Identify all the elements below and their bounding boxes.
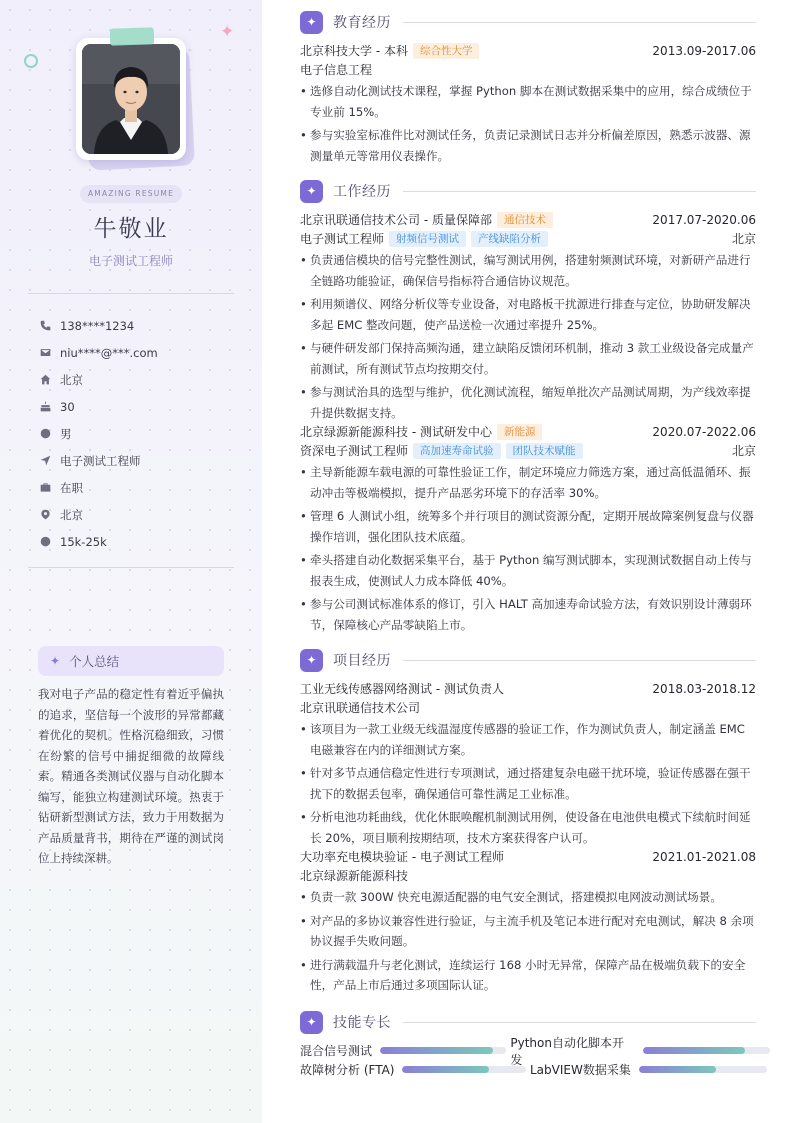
work-date: 2017.07-2020.06: [652, 212, 756, 227]
skill-bar: [402, 1066, 526, 1073]
summary-heading: ✦ 个人总结: [38, 646, 224, 676]
profile-photo: [82, 44, 180, 154]
salary-icon: [40, 536, 60, 547]
section-projects: ✦ 项目经历: [300, 648, 756, 672]
skill-name: Python自动化脚本开发: [510, 1035, 624, 1067]
list-item: • 负责一款 300W 快充电源适配器的电气安全测试，搭建模拟电网波动测试场景。: [300, 887, 756, 908]
skill-name: LabVIEW数据采集: [530, 1063, 631, 1077]
skill-item: [300, 1061, 530, 1078]
work-bullets: [300, 250, 756, 423]
section-divider: [403, 22, 756, 23]
skill-name: 混合信号测试: [300, 1044, 373, 1058]
skill-tag: 高加速寿命试验: [413, 443, 501, 459]
education-date: 2013.09-2017.06: [652, 43, 756, 58]
job-title: 电子测试工程师: [300, 232, 385, 246]
skill-tag: 射频信号测试: [389, 231, 466, 247]
info-salary: 15k-25k: [40, 528, 158, 555]
sparkle-icon: ✦: [50, 654, 61, 668]
company-name: 北京讯联通信技术公司 - 质量保障部: [300, 213, 492, 227]
project-name: 大功率充电模块验证 - 电子测试工程师: [300, 850, 504, 864]
sparkle-icon: ✦: [300, 649, 323, 672]
project-entry: [300, 679, 756, 851]
sparkle-icon: ✦: [300, 1011, 323, 1034]
project-bullets: [300, 887, 756, 996]
list-item: • 负责通信模块的信号完整性测试，编写测试用例，搭建射频测试环境，对新研产品进行全链路功能验证，确保信号指标符合通信协议规范。: [300, 250, 756, 291]
ring-decoration: [24, 54, 38, 68]
section-education: ✦ 教育经历: [300, 10, 756, 34]
work-city: 北京: [731, 444, 756, 458]
list-item: • 针对多节点通信稳定性进行专项测试，通过搭建复杂电磁干扰环境，验证传感器在强干扰下的数据丢包率，确保通信可靠性满足工业标准。: [300, 763, 756, 804]
skill-item: [530, 1061, 767, 1078]
list-item: • 主导新能源车载电源的可靠性验证工作，制定环境应力筛选方案，通过高低温循环、振动冲击等极端模拟，提升产品恶劣环境下的存活率 30%。: [300, 462, 756, 503]
skill-bar-fill: [402, 1066, 489, 1073]
info-phone: 138****1234: [40, 312, 158, 339]
info-gender: 男: [40, 420, 158, 447]
major: 电子信息工程: [300, 63, 373, 77]
project-name: 工业无线传感器网络测试 - 测试负责人: [300, 682, 504, 696]
location-pin-icon: [40, 509, 60, 520]
contact-info-list: [40, 312, 158, 555]
list-item: • 利用频谱仪、网络分析仪等专业设备，对电路板干扰源进行排查与定位，协助研发解决多起 EMC 整改问题，使产品送检一次通过率提升 25%。: [300, 294, 756, 335]
skill-bar-fill: [639, 1066, 716, 1073]
project-org: 北京绿源新能源科技: [300, 869, 409, 883]
phone-icon: [40, 320, 60, 331]
home-icon: [40, 374, 60, 385]
work-city: 北京: [731, 232, 756, 246]
skill-bar-fill: [643, 1047, 745, 1054]
tape-decoration: [110, 27, 155, 46]
sparkle-icon: ✦: [300, 11, 323, 34]
divider: [28, 293, 234, 294]
candidate-role: 电子测试工程师: [88, 254, 173, 268]
summary-text: 我对电子产品的稳定性有着近乎偏执的追求，坚信每一个波形的异常都藏着优化的契机。性格沉稳细致，习惯在纷繁的信号中捕捉细微的故障线索。精通各类测试仪器与自动化脚本编写，能独立构建测试环境。热衷于钻研新型测试方法，致力于用数据为产品质量背书，期待在严谨的测试岗位上持续深耕。: [38, 687, 224, 865]
skills-list: [300, 1035, 770, 1079]
education-entry: [300, 41, 756, 169]
send-icon: [40, 455, 60, 466]
sparkle-icon: ✦: [220, 22, 235, 42]
info-status: 在职: [40, 474, 158, 501]
resume-badge: AMAZING RESUME: [80, 185, 182, 203]
list-item: • 管理 6 人测试小组，统筹多个并行项目的测试资源分配，定期开展故障案例复盘与仪器操作培训，强化团队技术底蕴。: [300, 506, 756, 547]
skill-name: 故障树分析 (FTA): [300, 1063, 395, 1077]
sparkle-icon: ✦: [300, 180, 323, 203]
info-location: 北京: [40, 501, 158, 528]
list-item: • 参与公司测试标准体系的修订，引入 HALT 高加速寿命试验方法，有效识别设计薄弱环节，保障核心产品零缺陷上市。: [300, 594, 756, 635]
list-item: • 参与实验室标准件比对测试任务，负责记录测试日志并分析偏差原因，熟悉示波器、源测量单元等常用仪表操作。: [300, 125, 756, 166]
industry-tag: 新能源: [497, 424, 543, 440]
project-date: 2018.03-2018.12: [652, 681, 756, 696]
mail-icon: [40, 347, 60, 358]
skill-bar: [639, 1066, 767, 1073]
info-position: 电子测试工程师: [40, 447, 158, 474]
section-divider: [403, 191, 756, 192]
skill-bar: [643, 1047, 770, 1054]
school-name: 北京科技大学 - 本科: [300, 44, 408, 58]
industry-tag: 通信技术: [497, 212, 553, 228]
work-entry: [300, 422, 756, 638]
list-item: • 分析电池功耗曲线，优化休眠唤醒机制测试用例，使设备在电池供电模式下续航时间延长 20%，项目顺利按期结项，技术方案获得客户认可。: [300, 807, 756, 848]
list-item: • 选修自动化测试技术课程，掌握 Python 脚本在测试数据采集中的应用，综合成绩位于专业前 15%。: [300, 81, 756, 122]
list-item: • 该项目为一款工业级无线温湿度传感器的验证工作，作为测试负责人，制定涵盖 EMC 电磁兼容在内的详细测试方案。: [300, 719, 756, 760]
divider: [28, 567, 234, 568]
work-bullets: [300, 462, 756, 635]
company-name: 北京绿源新能源科技 - 测试研发中心: [300, 425, 492, 439]
list-item: • 进行满载温升与老化测试，连续运行 168 小时无异常，保障产品在极端负载下的安全性，产品上市后通过多项国际认证。: [300, 955, 756, 996]
list-item: • 对产品的多协议兼容性进行验证，与主流手机及笔记本进行配对充电测试，解决 8 余项协议握手失败问题。: [300, 911, 756, 952]
sidebar: [0, 0, 262, 1123]
job-title: 资深电子测试工程师: [300, 444, 409, 458]
education-bullets: [300, 81, 756, 166]
info-age: 30: [40, 393, 158, 420]
skill-bar: [380, 1047, 506, 1054]
work-entry: [300, 210, 756, 426]
project-date: 2021.01-2021.08: [652, 849, 756, 864]
cake-icon: [40, 401, 60, 412]
skill-tag: 团队技术赋能: [506, 443, 583, 459]
school-tag: 综合性大学: [413, 43, 480, 59]
section-skills: ✦ 技能专长: [300, 1010, 756, 1034]
skill-tag: 产线缺陷分析: [471, 231, 548, 247]
section-work: ✦ 工作经历: [300, 179, 756, 203]
candidate-name: 牛敬业: [93, 216, 169, 242]
list-item: • 与硬件研发部门保持高频沟通，建立缺陷反馈闭环机制，推动 3 款工业级设备完成量产前测试，所有测试节点均按期交付。: [300, 338, 756, 379]
project-org: 北京讯联通信技术公司: [300, 701, 421, 715]
list-item: • 参与测试治具的选型与维护，优化测试流程，缩短单批次产品测试周期，为产线效率提升提供数据支持。: [300, 382, 756, 423]
section-divider: [403, 1022, 756, 1023]
work-date: 2020.07-2022.06: [652, 424, 756, 439]
section-divider: [403, 660, 756, 661]
briefcase-icon: [40, 482, 60, 493]
gender-icon: [40, 428, 60, 439]
skill-bar-fill: [380, 1047, 493, 1054]
skill-item: [300, 1042, 510, 1059]
project-entry: [300, 847, 756, 999]
info-home: 北京: [40, 366, 158, 393]
info-email: niu****@***.com: [40, 339, 158, 366]
list-item: • 牵头搭建自动化数据采集平台，基于 Python 编写测试脚本，实现测试数据自动上传与报表生成，使测试人力成本降低 40%。: [300, 550, 756, 591]
project-bullets: [300, 719, 756, 848]
